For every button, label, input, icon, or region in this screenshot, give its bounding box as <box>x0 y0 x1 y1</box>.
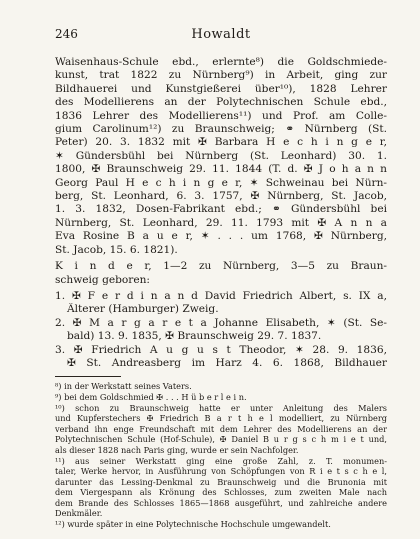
text-line: K i n d e r, 1—2 zu Nürnberg, 3—5 zu Braun- <box>55 260 387 273</box>
footnote-line: ¹²) wurde später in eine Polytechnische Hochschule umgewandelt. <box>55 519 331 530</box>
footnote-line: verband ihn enge Freundschaft mit dem Lehrer des Modellierens an der <box>55 423 387 434</box>
children-list <box>55 290 387 370</box>
body-text <box>55 56 387 530</box>
document-page <box>55 0 387 539</box>
footnote-line: als dieser 1828 nach Paris ging, wurde er sein Nachfolger. <box>55 444 299 455</box>
text-line: ✶ Gündersbühl bei Nürnberg (St. Leonhard) 30. 1. <box>55 149 387 162</box>
text-line: Bildhauerei und Kunstgießerei über¹⁰), 1828 Lehrer <box>55 82 387 95</box>
text-line: berg, St. Leonhard, 6. 3. 1757, ✠ Nürnberg, St. Jacob, <box>55 190 387 203</box>
list-item-line: 3. ✠ Friedrich A u g u s t Theodor, ✶ 28. 9. 1836, <box>55 343 387 356</box>
footnote-line: und Kupferstechers ✠ Friedrich B a r t h e l modelliert, zu Nürnberg <box>55 413 387 424</box>
list-item-line: Älterer (Hamburger) Zweig. <box>67 303 219 316</box>
footnote-line: ¹⁰) schon zu Braunschweig hatte er unter Anleitung des Malers <box>55 402 387 413</box>
list-item-line: 1. ✠ F e r d i n a n d David Friedrich Albert, s. IX a, <box>55 289 387 302</box>
text-line: St. Jacob, 15. 6. 1821). <box>55 243 178 256</box>
paragraph-biography <box>55 56 387 257</box>
list-item <box>55 290 387 317</box>
list-item <box>55 317 387 344</box>
list-item-line: ✠ St. Andreasberg im Harz 4. 6. 1868, Bildhauer <box>67 356 387 369</box>
list-item-line: bald) 13. 9. 1835, ✠ Braunschweig 29. 7. 1837. <box>67 330 322 343</box>
footnote <box>55 519 387 530</box>
footnote-line: Polytechnischen Schule (Hof-Schule), ✠ Daniel B u r g s c h m i e t und, <box>55 434 387 445</box>
text-line: 1836 Lehrer des Modellierens¹¹) und Prof. am Colle- <box>55 109 387 122</box>
footnote-line: dem Brande des Schlosses 1865—1868 ausgeführt, und zahlreiche andere <box>55 497 387 508</box>
footnote-line: ⁹) bei dem Goldschmied ✠ . . . H ü b e r l e i n. <box>55 391 247 402</box>
footnote-line: taler, Werke hervor, in Ausführung von Schöpfungen von R i e t s c h e l, <box>55 466 387 477</box>
text-line: schweig geboren: <box>55 273 151 286</box>
footnote <box>55 403 387 456</box>
text-line: gium Carolinum¹²) zu Braunschweig; ⚭ Nürnberg (St. <box>55 123 387 136</box>
list-item <box>55 344 387 371</box>
footnote <box>55 456 387 520</box>
footnote-line: darunter das Lessing-Denkmal zu Braunschweig und die Brunonia mit <box>55 476 387 487</box>
text-line: Waisenhaus-Schule ebd., erlernte⁸) die Goldschmiede- <box>55 56 387 68</box>
footnote-line: ¹¹) aus seiner Werkstatt ging eine große Zahl, z. T. monumen- <box>55 455 387 466</box>
list-item-line: 2. ✠ M a r g a r e t a Johanne Elisabeth, ✶ (St. Se- <box>55 316 387 329</box>
paragraph-children-intro <box>55 260 387 287</box>
footnote <box>55 392 387 403</box>
text-line: Eva Rosine B a u e r, ✶ . . . um 1768, ✠ Nürnberg, <box>55 230 387 243</box>
footnote-line: Denkmäler. <box>55 508 103 519</box>
footnotes <box>55 381 387 529</box>
footnote-line: dem Viergespann als Krönung des Schlosses, zum zweiten Male nach <box>55 487 387 498</box>
text-line: 1800, ✠ Braunschweig 29. 11. 1844 (T. d. ✠ J o h a n n <box>55 163 387 176</box>
footnote <box>55 381 387 392</box>
text-line: 1. 3. 1832, Dosen-Fabrikant ebd.; ⚭ Gündersbühl bei <box>55 203 387 216</box>
footnote-divider <box>55 376 121 377</box>
footnote-line: ⁸) in der Werkstatt seines Vaters. <box>55 381 192 392</box>
text-line: kunst, trat 1822 zu Nürnberg⁹) in Arbeit, ging zur <box>55 69 387 82</box>
text-line: Nürnberg, St. Leonhard, 29. 11. 1793 mit ✠ A n n a <box>55 216 387 229</box>
running-title: Howaldt <box>191 27 251 42</box>
page-header <box>55 27 387 45</box>
text-line: Georg Paul H e c h i n g e r, ✶ Schweinau bei Nürn- <box>55 176 387 189</box>
page-number: 246 <box>55 27 78 41</box>
text-line: des Modellierens an der Polytechnischen Schule ebd., <box>55 96 387 109</box>
text-line: Peter) 20. 3. 1832 mit ✠ Barbara H e c h i n g e r, <box>55 136 387 149</box>
